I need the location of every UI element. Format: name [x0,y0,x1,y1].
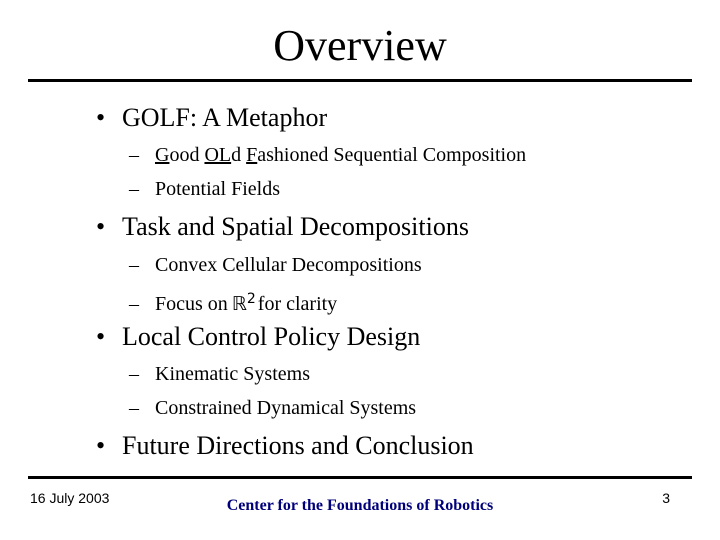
sub-text: Constrained Dynamical Systems [155,397,417,419]
superscript-two: 2 [246,291,256,307]
bullet-golf [96,102,327,134]
sub-dash: – [129,254,139,276]
text-ood: ood [169,144,205,166]
slide-title: Overview [273,21,447,70]
sub-text: Potential Fields [155,178,280,200]
sub-dash: – [129,397,139,419]
sub-dash: – [129,363,139,385]
bullet-text: Task and Spatial Decompositions [122,212,469,241]
title-rule [28,79,692,82]
bullet-dot: • [96,431,106,460]
underlined-ol: OL [204,144,232,166]
bullet-task-spatial [96,211,469,243]
sub-kinematic [129,361,310,387]
footer-organization: Center for the Foundations of Robotics [226,497,494,514]
sub-convex-cellular [129,252,422,278]
page-number: 3 [662,490,670,506]
sub-focus-on-r2 [129,286,337,317]
sub-dash: – [129,144,139,166]
sub-dash: – [129,293,139,315]
sub-potential-fields [129,176,280,202]
footer-date: 16 July 2003 [30,490,110,506]
text-ashioned: ashioned Sequential Composition [257,144,527,166]
sub-constrained-dynamical [129,395,416,421]
sub-text: Convex Cellular Decompositions [155,254,422,276]
text-d: d [231,144,247,166]
footer-rule [28,476,692,479]
bullet-future-directions [96,430,474,462]
bullet-dot: • [96,322,106,351]
bullet-dot: • [96,212,106,241]
text-for-clarity: for clarity [257,293,338,315]
real-plane-symbol: ℝ$^2$ [231,291,256,315]
text-focus-on: Focus on [155,293,228,315]
bullet-dot: • [96,103,106,132]
bullet-text: GOLF: A Metaphor [122,103,328,132]
underlined-g: G [155,144,170,166]
bullet-text: Local Control Policy Design [122,322,421,351]
bullet-local-control [96,321,420,353]
sub-good-old-fashioned [129,142,526,168]
underlined-f: F [246,144,258,166]
bullet-text: Future Directions and Conclusion [122,431,474,460]
sub-dash: – [129,178,139,200]
sub-text: Kinematic Systems [155,363,310,385]
